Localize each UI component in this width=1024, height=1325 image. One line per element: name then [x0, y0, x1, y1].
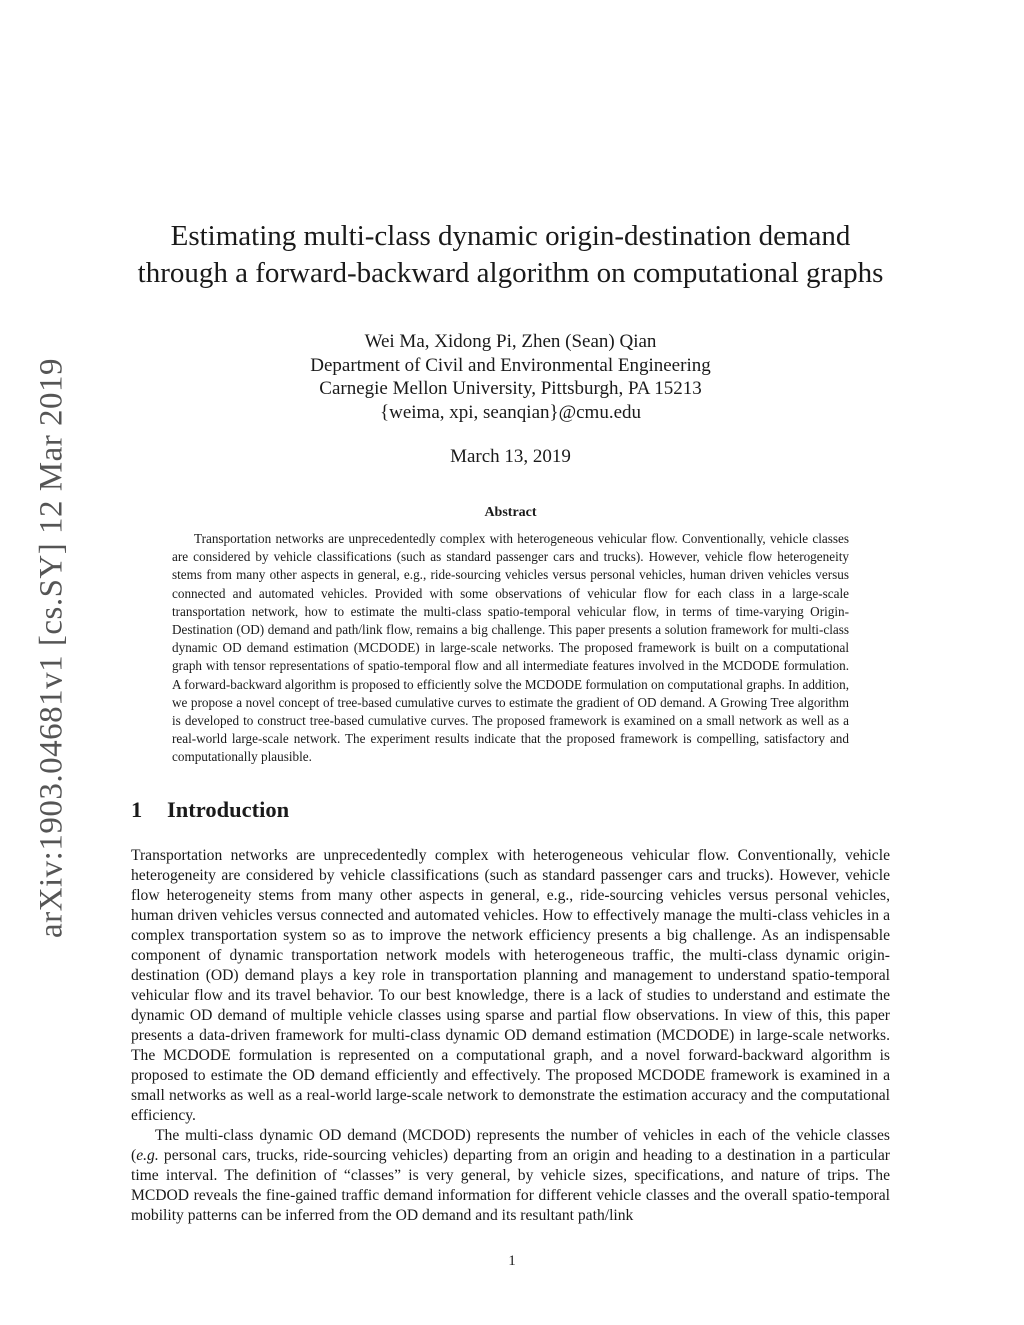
paper-title	[131, 218, 890, 292]
page-number: 1	[508, 1253, 516, 1269]
email-addresses: {weima, xpi, seanqian}@cmu.edu	[379, 401, 642, 423]
section-heading	[131, 797, 890, 823]
intro-paragraph-1: Transportation networks are unprecedentedly complex with heterogeneous vehicular flow. Conventionally, vehicle heterogeneity are considered by vehicle classifications (such as standard passenger cars and trucks). However, vehicle flow heterogeneity stems from many other aspects in general, e.g., ride-sourcing vehicles versus personal vehicles, human driven vehicles versus connected and automated vehicles. How to effectively manage the multi-class vehicles in a complex transportation system so as to improve the network efficiency presents a big challenge. As an indispensable component of dynamic transportation network models with heterogeneous traffic, the multi-class dynamic origin-destination (OD) demand plays a key role in transportation planning and management to understand spatio-temporal vehicular flow and its travel behavior. To our best knowledge, there is a lack of studies to understand and estimate the dynamic OD demand of multiple vehicle classes using sparse and partial flow observations. In view of this, this paper presents a data-driven framework for multi-class dynamic OD demand estimation (MCDODE) in large-scale networks. The MCDODE formulation is represented on a computational graph, and a novel forward-backward algorithm is proposed to estimate the OD demand efficiently and effectively. The proposed MCDODE framework is examined in a small networks as well as a real-world large-scale network to demonstrate the estimation accuracy and the computational efficiency.	[131, 846, 890, 1124]
author-names: Wei Ma, Xidong Pi, Zhen (Sean) Qian	[364, 331, 657, 352]
title-line-2: through a forward-backward algorithm on computational graphs	[137, 257, 884, 289]
arxiv-identifier: arXiv:1903.04681v1 [cs.SY] 12 Mar 2019	[33, 358, 70, 938]
intro-paragraph-2	[131, 1126, 890, 1226]
paper-page	[131, 0, 890, 1226]
section-title: Introduction	[167, 796, 290, 822]
department: Department of Civil and Environmental Engineering	[310, 354, 711, 376]
para2-text-start: The multi-class dynamic OD demand (MCDOD) represents the number of vehicles in each of the vehicle classes (	[131, 1126, 890, 1164]
title-line-1: Estimating multi-class dynamic origin-destination demand	[170, 220, 851, 252]
paper-date: March 13, 2019	[450, 446, 571, 467]
para2-text-rest: personal cars, trucks, ride-sourcing vehicles) departing from an origin and heading to a destination in a particular time interval. The definition of “classes” is very general, by vehicle sizes, specifications, and nature of trips. The MCDOD reveals the fine-gained traffic demand information for different vehicle classes and the overall spatio-temporal mobility patterns can be inferred from the OD demand and its resultant path/link	[131, 1146, 890, 1224]
abstract-heading: Abstract	[484, 505, 537, 520]
section-number: 1	[131, 796, 143, 822]
author-block	[131, 330, 890, 424]
para2-eg: e.g.	[136, 1146, 159, 1164]
abstract-text: Transportation networks are unprecedentedly complex with heterogeneous vehicular flow. Conventionally, vehicle classes are considered by vehicle classifications (such as standard passenger cars and trucks). However, vehicle flow heterogeneity stems from many other aspects in general, e.g., ride-sourcing vehicles versus personal vehicles, human driven vehicles versus connected and automated vehicles. Provided with some observations of vehicular flow for each class in a large-scale transportation network, how to estimate the multi-class spatio-temporal vehicular flow, in terms of time-varying Origin-Destination (OD) demand and path/link flow, remains a big challenge. This paper presents a solution framework for multi-class dynamic OD demand estimation (MCDODE) in large-scale networks. The proposed framework is built on a computational graph with tensor representations of spatio-temporal flow and all intermediate features involved in the MCDODE formulation. A forward-backward algorithm is proposed to efficiently solve the MCDODE formulation on computational graphs. In addition, we propose a novel concept of tree-based cumulative curves to estimate the gradient of OD demand. A Growing Tree algorithm is developed to construct tree-based cumulative curves. The proposed framework is examined on a small network as well as a real-world large-scale network. The experiment results indicate that the proposed framework is compelling, satisfactory and computationally plausible.	[172, 531, 849, 765]
university: Carnegie Mellon University, Pittsburgh, PA 15213	[319, 378, 702, 399]
